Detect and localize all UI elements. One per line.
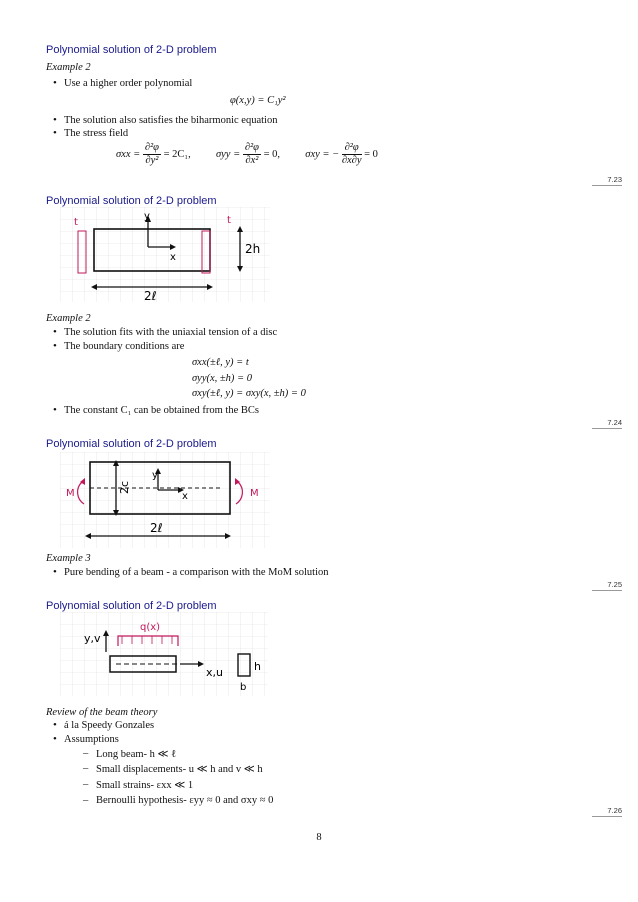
bullet-item: • á la Speedy Gonzales [64, 720, 154, 731]
bullet-item: • The boundary conditions are [64, 341, 184, 352]
sxy-label: σxy = − [305, 149, 340, 160]
slide-divider [592, 816, 622, 817]
slide-divider [592, 185, 622, 186]
assumption-item: – Small displacements- u ≪ h and v ≪ h [96, 763, 263, 775]
assumption-item: – Small strains- εxx ≪ 1 [96, 779, 193, 791]
boundary-condition: σxx(±ℓ, y) = t [192, 357, 249, 368]
bullet-item: • Use a higher order polynomial [64, 78, 192, 89]
sxy-result: = 0 [364, 149, 378, 160]
boundary-condition: σxy(±ℓ, y) = σxy(x, ±h) = 0 [192, 388, 306, 399]
slide-divider [592, 590, 622, 591]
sxx-label: σxx = [116, 149, 141, 160]
example-label: Example 2 [46, 313, 91, 324]
slide-title-7-24: Polynomial solution of 2-D problem [46, 195, 217, 207]
slide-title-7-23: Polynomial solution of 2-D problem [46, 44, 217, 56]
bullet-item: • The solution also satisfies the biharmonic equation [64, 115, 277, 126]
assumption-item: – Bernoulli hypothesis- εyy ≈ 0 and σxy ≈ 0 [96, 795, 273, 806]
page-number: 8 [316, 832, 322, 843]
slide-number: 7.26 [607, 806, 622, 815]
sxx-fraction: $\frac{\text{∂²φ}}{\text{∂y²}}$ [144, 142, 159, 166]
length-label: 2ℓ [144, 289, 157, 302]
traction-label-left: t [74, 217, 78, 228]
yv-axis-label: y,v [84, 632, 101, 645]
disc-tension-sketch [60, 207, 270, 302]
xu-axis-label: x,u [206, 666, 223, 679]
y-axis-label: y [152, 470, 158, 481]
section-height-label: h [254, 660, 261, 673]
example-label: Example 3 [46, 553, 91, 564]
stress-field-equations [116, 142, 378, 167]
moment-label-left: M [66, 488, 75, 499]
bullet-item: • The constant C₁ can be obtained from the BCs [64, 405, 259, 416]
x-axis-label: x [170, 252, 176, 263]
slide-divider [592, 428, 622, 429]
moment-label-right: M [250, 488, 259, 499]
section-width-label: b [240, 682, 247, 693]
slide-number: 7.25 [607, 580, 622, 589]
slide-title-7-25: Polynomial solution of 2-D problem [46, 438, 217, 450]
boundary-condition: σyy(x, ±h) = 0 [192, 373, 253, 384]
syy-fraction: $\frac{\text{∂²φ}}{\text{∂x²}}$ [244, 142, 259, 166]
bullet-item: • Pure bending of a beam - a comparison with the MoM solution [64, 567, 329, 578]
bullet-item: • Assumptions [64, 734, 119, 745]
length-label: 2ℓ [150, 521, 163, 535]
beam-theory-sketch [60, 612, 268, 696]
bullet-item: • The stress field [64, 128, 128, 139]
height-label: 2c [118, 480, 131, 494]
x-axis-label: x [182, 491, 188, 502]
pure-bending-sketch [60, 452, 270, 548]
assumption-item: – Long beam- h ≪ ℓ [96, 748, 176, 760]
sxx-result: = 2C₁, [163, 149, 191, 160]
bullet-item: • The solution fits with the uniaxial tension of a disc [64, 327, 277, 338]
slide-title-7-26: Polynomial solution of 2-D problem [46, 600, 217, 612]
slide-number: 7.23 [607, 175, 622, 184]
slide-number: 7.24 [607, 418, 622, 427]
traction-label-right: t [227, 215, 231, 226]
syy-label: σyy = [215, 149, 241, 160]
load-label: q(x) [140, 622, 161, 633]
syy-result: = 0, [263, 149, 281, 160]
example-label: Example 2 [46, 62, 91, 73]
height-label: 2h [245, 242, 261, 256]
y-axis-label: y [144, 211, 150, 222]
sxy-fraction: $\frac{\text{∂²φ}}{\partial x\partial y}$ [341, 142, 362, 166]
section-label: Review of the beam theory [46, 707, 158, 718]
potential-equation: φ(x,y) = C₁y² [230, 95, 286, 106]
